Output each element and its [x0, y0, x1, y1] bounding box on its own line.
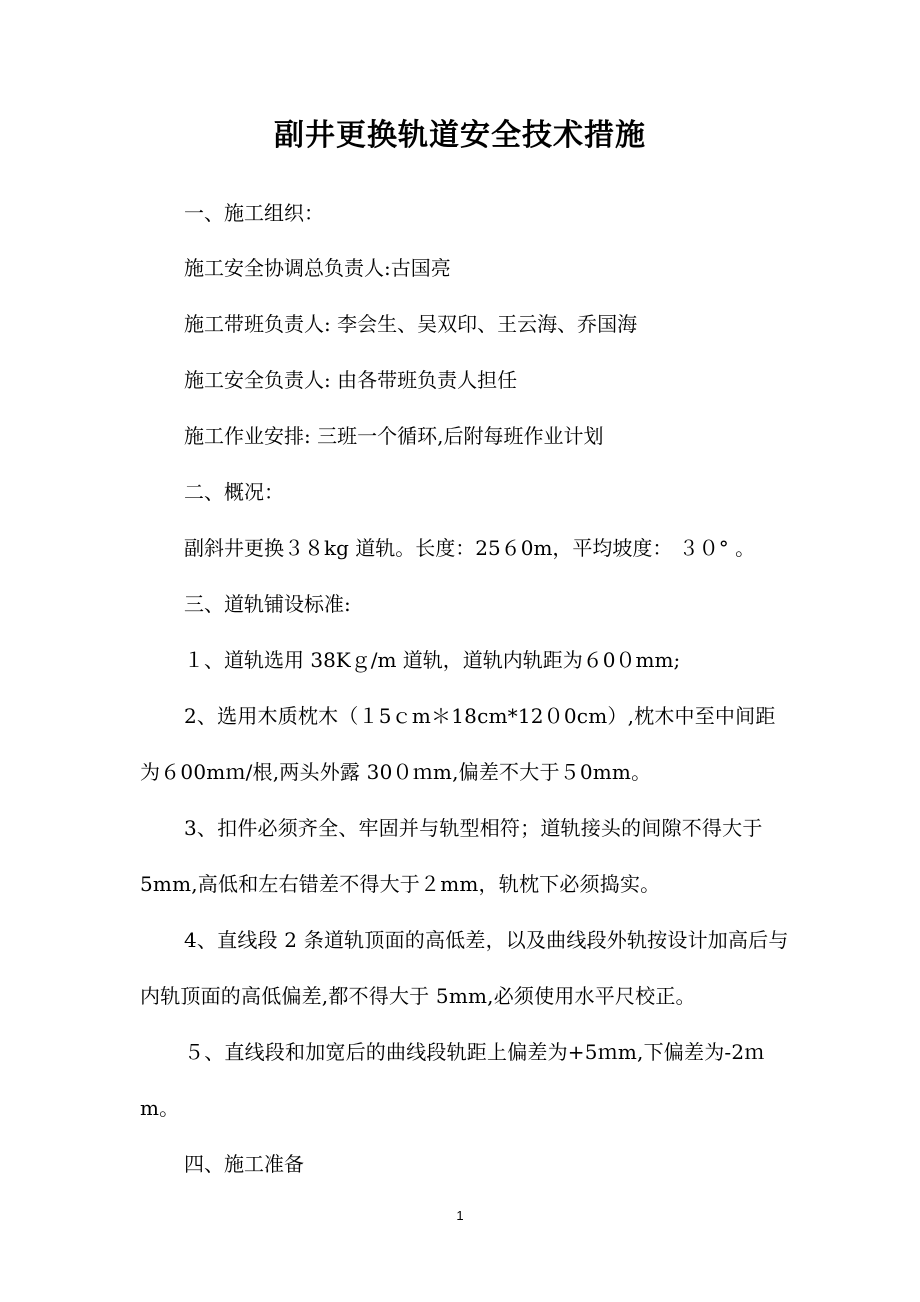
- list-item-standard-2: 2、选用木质枕木（１5ｃm＊18cm*12０0cm）,枕木中至中间距为６00mｍ/根,两头外露 30０ｍm,偏差不大于５0mm。: [140, 704, 776, 784]
- list-item-standard-1: １、道轨选用 38Kｇ/m 道轨，道轨内轨距为６0０mm;: [184, 648, 681, 672]
- section-heading-standards: 三、道轨铺设标准:: [184, 592, 351, 616]
- paragraph-shift-leads: 施工带班负责人: 李会生、吴双印、王云海、乔国海: [184, 312, 638, 336]
- list-item-standard-3: 3、扣件必须齐全、牢固并与轨型相符；道轨接头的间隙不得大于 5mm,高低和左右错差不得大于２mm，轨枕下必须捣实。: [140, 816, 763, 896]
- section-heading-preparation: 四、施工准备: [184, 1152, 304, 1176]
- paragraph-overall-lead: 施工安全协调总负责人:古国亮: [184, 256, 451, 280]
- paragraph-safety-lead: 施工安全负责人: 由各带班负责人担任: [184, 368, 518, 392]
- paragraph-overview: 副斜井更换３８kg 道轨。长度：25６0m，平均坡度： ３０° 。: [184, 536, 756, 560]
- section-heading-organization: 一、施工组织：: [184, 201, 324, 225]
- paragraph-work-schedule: 施工作业安排: 三班一个循环,后附每班作业计划: [184, 424, 604, 448]
- list-item-standard-4: 4、直线段 2 条道轨顶面的高低差，以及曲线段外轨按设计加高后与内轨顶面的高低偏差,都不得大于 5mm,必须使用水平尺校正。: [140, 928, 789, 1008]
- section-heading-overview: 二、概况：: [184, 480, 284, 504]
- list-item-standard-5: ５、直线段和加宽后的曲线段轨距上偏差为+5ｍm,下偏差为-2ｍm。: [140, 1040, 765, 1120]
- page-number: 1: [456, 1208, 464, 1223]
- document-title: 副井更换轨道安全技术措施: [274, 118, 646, 153]
